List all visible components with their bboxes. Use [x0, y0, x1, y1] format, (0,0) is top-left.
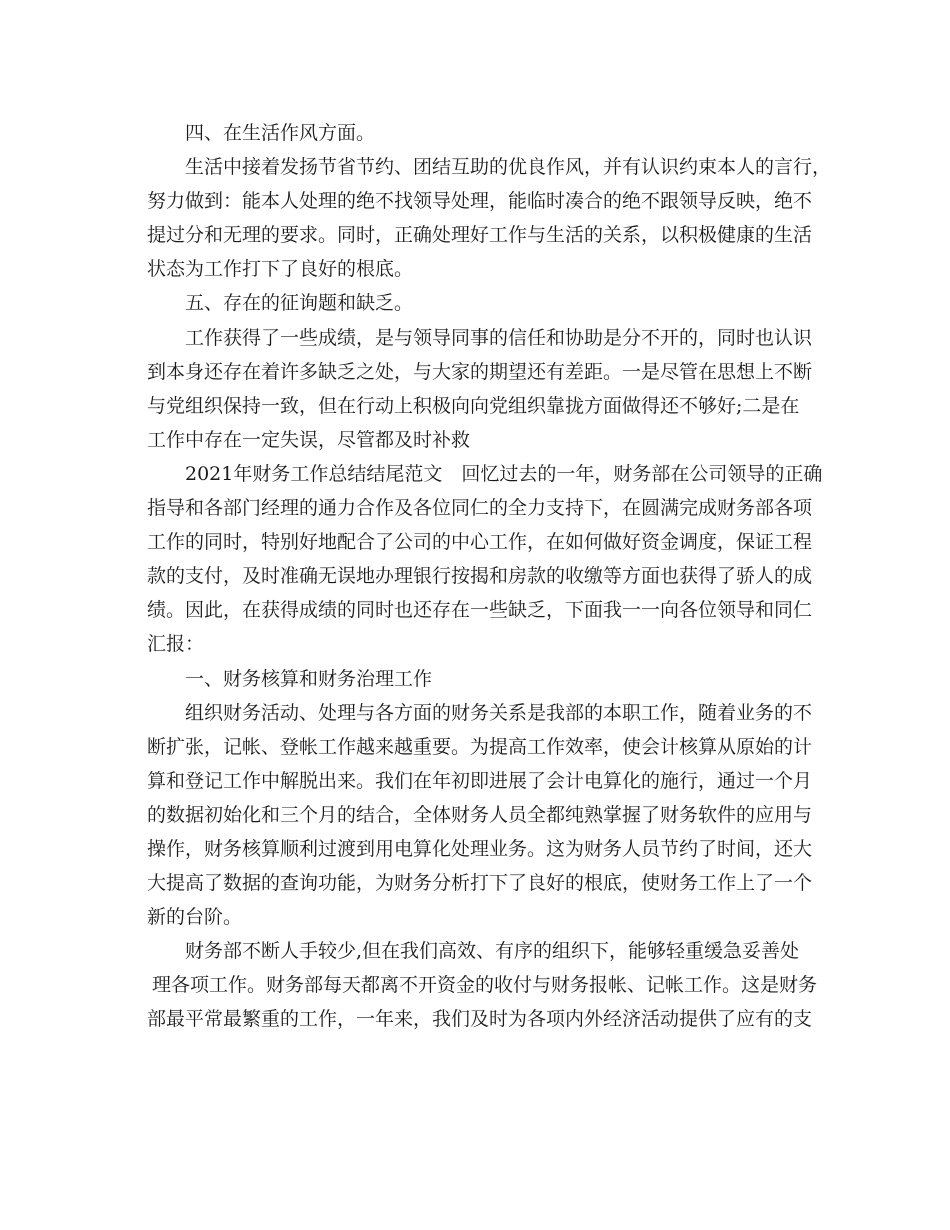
paragraph-line: 操作，财务核算顺利过渡到用电算化处理业务。这为财务人员节约了时间，还大 [147, 837, 813, 860]
paragraph-line: 绩。因此，在获得成绩的同时也还存在一些缺乏，下面我一一向各位领导和同仁 [147, 599, 813, 622]
document-body [147, 116, 832, 1037]
paragraph-line: 到本身还存在着许多缺乏之处，与大家的期望还有差距。一是尽管在思想上不断 [147, 360, 813, 383]
paragraph-line: 工作的同时，特别好地配合了公司的中心工作，在如何做好资金调度，保证工程 [147, 531, 813, 554]
paragraph-line: 与党组织保持一致，但在行动上积极向向党组织靠拢方面做得还不够好;二是在 [147, 394, 800, 417]
section-heading-accounting: 一、财务核算和财务治理工作 [185, 667, 433, 690]
paragraph-line: 财务部不断人手较少,但在我们高效、有序的组织下，能够轻重缓急妥善处 [185, 940, 800, 963]
paragraph-line: 指导和各部门经理的通力合作及各位同仁的全力支持下，在圆满完成财务部各项 [147, 497, 813, 520]
section-heading-problems: 五、存在的征询题和缺乏。 [185, 292, 414, 315]
paragraph-line: 组织财务活动、处理与各方面的财务关系是我部的本职工作，随着业务的不 [185, 701, 813, 724]
paragraph-line: 努力做到：能本人处理的绝不找领导处理，能临时凑合的绝不跟领导反映，绝不 [147, 190, 813, 213]
paragraph-line: 2021年财务工作总结结尾范文 回忆过去的一年，财务部在公司领导的正确 [185, 462, 823, 485]
paragraph-line: 工作获得了一些成绩，是与领导同事的信任和协助是分不开的，同时也认识 [185, 326, 813, 349]
paragraph-line: 工作中存在一定失误，尽管都及时补救 [147, 428, 471, 451]
paragraph-line: 算和登记工作中解脱出来。我们在年初即进展了会计电算化的施行，通过一个月 [147, 769, 813, 792]
paragraph-line: 生活中接着发扬节省节约、团结互助的优良作风，并有认识约束本人的言行， [185, 156, 832, 179]
paragraph-line: 款的支付，及时准确无误地办理银行按揭和房款的收缴等方面也获得了骄人的成 [147, 565, 813, 588]
paragraph-line: 提过分和无理的要求。同时，正确处理好工作与生活的关系，以积极健康的生活 [147, 224, 813, 247]
paragraph-line: 理各项工作。财务部每天都离不开资金的收付与财务报帐、记帐工作。这是财务 [152, 974, 818, 997]
paragraph-line: 断扩张，记帐、登帐工作越来越重要。为提高工作效率，使会计核算从原始的计 [147, 735, 813, 758]
paragraph-line: 部最平常最繁重的工作，一年来，我们及时为各项内外经济活动提供了应有的支 [147, 1008, 813, 1031]
paragraph-line: 汇报： [147, 633, 205, 656]
paragraph-line: 大提高了数据的查询功能，为财务分析打下了良好的根底，使财务工作上了一个 [147, 872, 813, 895]
section-heading-lifestyle: 四、在生活作风方面。 [185, 122, 376, 144]
paragraph-line: 新的台阶。 [147, 906, 243, 929]
paragraph-line: 的数据初始化和三个月的结合，全体财务人员全都纯熟掌握了财务软件的应用与 [147, 803, 813, 826]
paragraph-line: 状态为工作打下了良好的根底。 [147, 258, 414, 281]
